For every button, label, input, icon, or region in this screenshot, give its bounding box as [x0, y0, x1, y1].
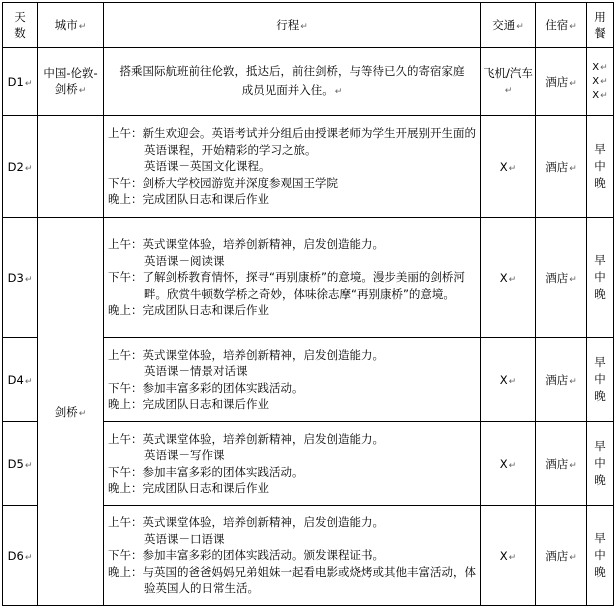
itinerary-line: 下午：剑桥大学校园游览并深度参观国王学院 [108, 175, 338, 190]
itinerary-cell [104, 218, 481, 338]
itinerary-line: 上午：新生欢迎会。英语考试并分组后由授课老师为学生开展别开生面的英语课程，开始精彩的学习之旅。 [108, 126, 476, 157]
city-cell: 中国-伦敦-剑桥↵ [38, 48, 104, 116]
transport-cell: X↵ [481, 218, 536, 338]
header-row [3, 3, 614, 48]
meal-dinner: X↵ [592, 89, 608, 101]
meal-breakfast: 早 [594, 355, 606, 369]
table-row [3, 116, 614, 218]
meal-dinner: 晚 [594, 287, 606, 301]
city-cell-merged: 剑桥↵ [38, 218, 104, 606]
day-cell: D6↵ [3, 506, 38, 606]
table-row [3, 218, 614, 338]
itinerary-table [2, 2, 614, 606]
day-cell: D1↵ [3, 48, 38, 116]
itinerary-line: 下午：了解剑桥教育情怀，探寻“再别康桥”的意境。漫步美丽的剑桥河畔。欣赏牛顿数学桥之奇妙，体味徐志摩“再别康桥”的意境。 [108, 270, 465, 301]
transport-cell: X↵ [481, 422, 536, 506]
meal-breakfast: 早 [594, 253, 606, 267]
meal-lunch: 中 [594, 270, 606, 284]
meal-lunch: 中 [594, 372, 606, 386]
itinerary-cell [104, 338, 481, 422]
transport-cell: X↵ [481, 338, 536, 422]
lodging-cell: 酒店↵ [536, 218, 587, 338]
itinerary-line: 英语课－口语课 [144, 531, 225, 546]
meal-lunch: 中 [594, 548, 606, 562]
itinerary-line: 晚上：完成团队日志和课后作业 [108, 303, 269, 318]
itinerary-line: 晚上：与英国的爸爸妈妈兄弟姐妹一起看电影或烧烤或其他丰富活动，体验英国人的日常生活。 [108, 564, 476, 596]
meals-cell [587, 422, 614, 506]
meal-dinner: 晚 [594, 565, 606, 579]
itinerary-line: 上午：英式课堂体验，培养创新精神，启发创造能力。 [108, 515, 384, 530]
meal-breakfast: 早 [594, 439, 606, 453]
header-city: 城市↵ [38, 3, 104, 48]
itinerary-line: 上午：英式课堂体验，培养创新精神，启发创造能力。 [108, 431, 384, 446]
header-day: 天数 [3, 3, 38, 48]
transport-cell: X↵ [481, 116, 536, 218]
meals-cell [587, 506, 614, 606]
transport-cell: 飞机/汽车↵ [481, 48, 536, 116]
itinerary-line: 晚上：完成团队日志和课后作业 [108, 397, 269, 411]
itinerary-line: 上午：英式课堂体验，培养创新精神，启发创造能力。 [108, 347, 384, 362]
itinerary-line: 下午：参加丰富多彩的团体实践活动。 [108, 464, 304, 479]
header-transport: 交通↵ [481, 3, 536, 48]
lodging-cell: 酒店↵ [536, 48, 587, 116]
meals-cell [587, 116, 614, 218]
lodging-cell: 酒店↵ [536, 506, 587, 606]
meals-cell [587, 338, 614, 422]
day-cell: D2↵ [3, 116, 38, 218]
meal-dinner: 晚 [594, 176, 606, 190]
meals-cell [587, 48, 614, 116]
city-cell-empty [38, 116, 104, 218]
transport-cell: X↵ [481, 506, 536, 606]
meal-breakfast: 早 [594, 142, 606, 156]
itinerary-line: 英语课－阅读课 [144, 253, 225, 268]
day-cell: D4↵ [3, 338, 38, 422]
itinerary-line: 英语课－写作课 [144, 448, 225, 462]
itinerary-line: 下午：参加丰富多彩的团体实践活动。颁发课程证书。 [108, 548, 384, 563]
header-lodging: 住宿↵ [536, 3, 587, 48]
meals-cell [587, 218, 614, 338]
lodging-cell: 酒店↵ [536, 116, 587, 218]
itinerary-line: 英语课－英国文化课程。 [144, 159, 271, 174]
meal-breakfast: 早 [594, 531, 606, 545]
itinerary-line: 下午：参加丰富多彩的团体实践活动。 [108, 380, 304, 395]
itinerary-cell [104, 116, 481, 218]
itinerary-line: 上午：英式课堂体验，培养创新精神，启发创造能力。 [108, 237, 384, 252]
meal-lunch: X↵ [592, 75, 608, 87]
lodging-cell: 酒店↵ [536, 338, 587, 422]
meal-lunch: 中 [594, 456, 606, 470]
itinerary-line: 英语课－情景对话课 [144, 364, 248, 378]
itinerary-line: 晚上：完成团队日志和课后作业 [108, 481, 269, 495]
itinerary-line: 晚上：完成团队日志和课后作业 [108, 192, 269, 207]
header-itinerary: 行程↵ [104, 3, 481, 48]
lodging-cell: 酒店↵ [536, 422, 587, 506]
meal-lunch: 中 [594, 159, 606, 173]
day-cell: D5↵ [3, 422, 38, 506]
meal-breakfast: X↵ [592, 61, 608, 73]
meal-dinner: 晚 [594, 389, 606, 403]
day-cell: D3↵ [3, 218, 38, 338]
header-meals: 用餐 [587, 3, 614, 48]
table-row [3, 48, 614, 116]
meal-dinner: 晚 [594, 473, 606, 487]
itinerary-cell [104, 422, 481, 506]
itinerary-cell: 搭乘国际航班前往伦敦，抵达后，前往剑桥，与等待已久的寄宿家庭成员见面并入住。↵ [104, 48, 481, 116]
itinerary-cell [104, 506, 481, 606]
